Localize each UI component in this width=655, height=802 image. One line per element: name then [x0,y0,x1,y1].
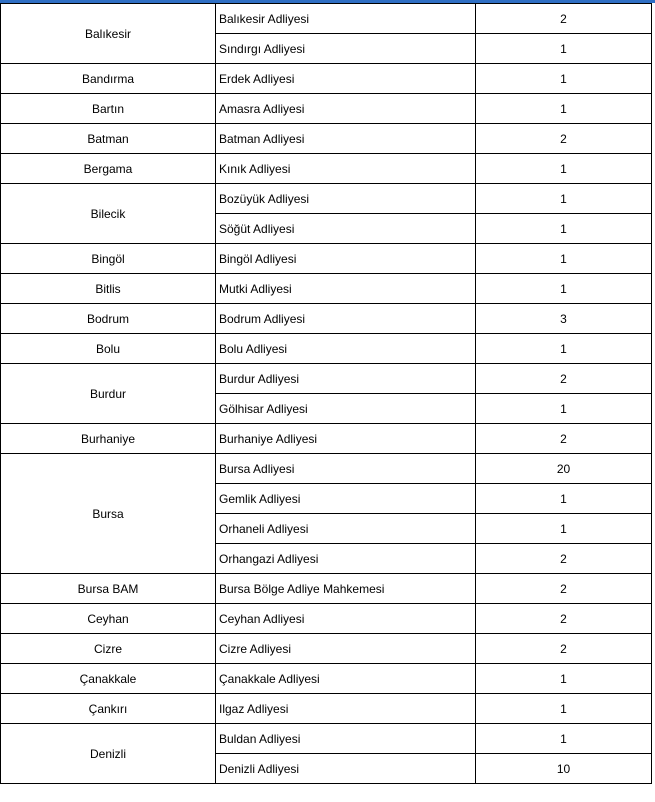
city-cell: Bursa [1,454,216,574]
table-row [1,304,652,334]
city-cell: Bolu [1,334,216,364]
courthouse-name-cell: Mutki Adliyesi [216,274,476,304]
courthouse-name-cell: Cizre Adliyesi [216,634,476,664]
count-cell: 1 [476,214,652,244]
table-row [1,94,652,124]
table-body [1,4,652,784]
courthouse-name-cell: Erdek Adliyesi [216,64,476,94]
count-cell: 1 [476,64,652,94]
count-cell: 1 [476,694,652,724]
city-cell: Bodrum [1,304,216,334]
table-row [1,694,652,724]
count-cell: 1 [476,244,652,274]
city-cell: Denizli [1,724,216,784]
city-cell: Bingöl [1,244,216,274]
table-row [1,64,652,94]
city-cell: Bilecik [1,184,216,244]
table-row [1,274,652,304]
city-cell: Bursa BAM [1,574,216,604]
courthouse-name-cell: Batman Adliyesi [216,124,476,154]
courthouse-name-cell: Bursa Bölge Adliye Mahkemesi [216,574,476,604]
courthouse-name-cell: Orhangazi Adliyesi [216,544,476,574]
table-row [1,244,652,274]
count-cell: 2 [476,424,652,454]
table-row [1,334,652,364]
city-cell: Çankırı [1,694,216,724]
city-cell: Burhaniye [1,424,216,454]
table-row [1,664,652,694]
city-cell: Bergama [1,154,216,184]
table-row [1,184,652,214]
courthouse-name-cell: Balıkesir Adliyesi [216,4,476,34]
table-row [1,724,652,754]
table-row [1,4,652,34]
table-row [1,604,652,634]
count-cell: 1 [476,334,652,364]
courthouse-name-cell: Sındırgı Adliyesi [216,34,476,64]
table-row [1,364,652,394]
city-cell: Çanakkale [1,664,216,694]
courthouse-name-cell: Buldan Adliyesi [216,724,476,754]
count-cell: 1 [476,274,652,304]
courthouse-name-cell: Çanakkale Adliyesi [216,664,476,694]
table-row [1,634,652,664]
courthouse-name-cell: Gölhisar Adliyesi [216,394,476,424]
city-cell: Burdur [1,364,216,424]
table-row [1,454,652,484]
count-cell: 1 [476,484,652,514]
city-cell: Balıkesir [1,4,216,64]
courthouse-name-cell: Bursa Adliyesi [216,454,476,484]
count-cell: 2 [476,604,652,634]
city-cell: Cizre [1,634,216,664]
courthouse-name-cell: Denizli Adliyesi [216,754,476,784]
count-cell: 1 [476,34,652,64]
count-cell: 1 [476,154,652,184]
count-cell: 1 [476,664,652,694]
count-cell: 1 [476,394,652,424]
count-cell: 20 [476,454,652,484]
city-cell: Batman [1,124,216,154]
table-row [1,124,652,154]
count-cell: 2 [476,634,652,664]
table-row [1,424,652,454]
city-cell: Bandırma [1,64,216,94]
courthouse-name-cell: Amasra Adliyesi [216,94,476,124]
count-cell: 2 [476,124,652,154]
courthouse-name-cell: Burdur Adliyesi [216,364,476,394]
count-cell: 1 [476,514,652,544]
courthouse-name-cell: Bodrum Adliyesi [216,304,476,334]
courthouse-name-cell: Bozüyük Adliyesi [216,184,476,214]
courthouse-name-cell: Gemlik Adliyesi [216,484,476,514]
count-cell: 2 [476,574,652,604]
count-cell: 10 [476,754,652,784]
count-cell: 2 [476,4,652,34]
city-cell: Bartın [1,94,216,124]
courthouse-name-cell: Orhaneli Adliyesi [216,514,476,544]
courthouse-name-cell: Kınık Adliyesi [216,154,476,184]
city-cell: Ceyhan [1,604,216,634]
count-cell: 2 [476,544,652,574]
courthouse-table [0,3,652,784]
count-cell: 1 [476,724,652,754]
city-cell: Bitlis [1,274,216,304]
table-row [1,154,652,184]
courthouse-name-cell: Söğüt Adliyesi [216,214,476,244]
count-cell: 1 [476,94,652,124]
courthouse-name-cell: Bingöl Adliyesi [216,244,476,274]
courthouse-name-cell: Ilgaz Adliyesi [216,694,476,724]
courthouse-name-cell: Ceyhan Adliyesi [216,604,476,634]
table-row [1,574,652,604]
courthouse-name-cell: Bolu Adliyesi [216,334,476,364]
count-cell: 3 [476,304,652,334]
count-cell: 2 [476,364,652,394]
count-cell: 1 [476,184,652,214]
courthouse-name-cell: Burhaniye Adliyesi [216,424,476,454]
